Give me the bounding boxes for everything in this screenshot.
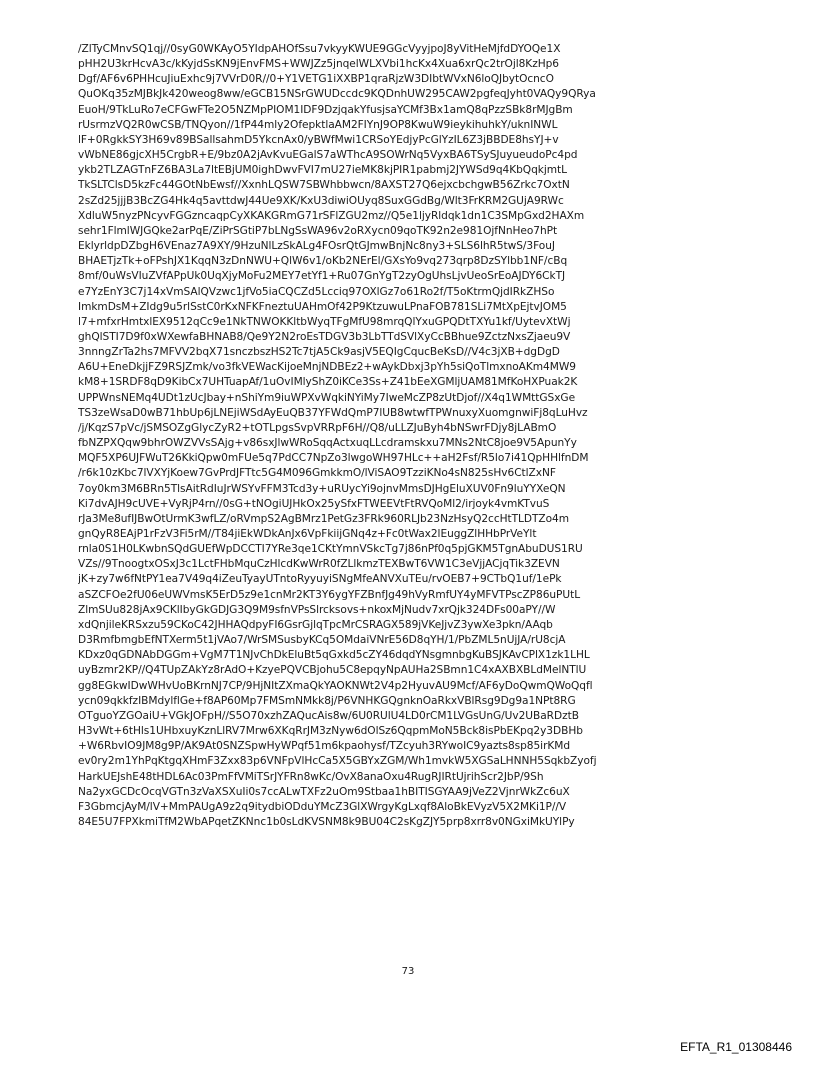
page-number: 73 [401, 966, 415, 977]
text-line: 84E5U7FPXkmiTfM2WbAPqetZKNnc1b0sLdKVSNM8k9BU04C2sKgZJY5prp8xrr8v0NGxiMkUYlPy [78, 815, 575, 828]
text-line: 8mf/0uWsVIuZVfAPpUk0UqXjyMoFu2MEY7etYf1+Ru07GnYgT2zyOgUhsLjvUeoSrEoAJDY6CkTJ [78, 270, 566, 283]
text-line: gg8EGkwIDwWHvUoBKrnNJ7CP/9HjNItZXmaQkYAOKNWt2V4p2HyuvAU9Mcf/AF6yDoQwmQWoQqfl [78, 679, 593, 692]
text-line: /ZlTyCMnvSQ1qj//0syG0WKAyO5YIdpAHOfSsu7vkyyKWUE9GGcVyyjpoJ8yVitHeMjfdDYOQe1X [78, 43, 561, 55]
encoded-text-block [78, 42, 748, 830]
text-line: TkSLTClsD5kzFc44GOtNbEwsf//XxnhLQSW7SBWhbbwcn/8AXST27Q6ejxcbchgwB56Zrkc7OxtN [78, 179, 570, 192]
text-line: pHH2U3krHcvA3c/kKyjdSsKN9jEnvFMS+WWJZz5jnqelWLXVbi1hcKx4Xua6xrQc2trOjl8KzHp6 [78, 58, 559, 71]
text-line: H3vWt+6tHls1UHbxuyKznLlRV7Mrw6XKqRrJM3zNyw6dOlSz6QqpmMoN5Bck8isPbEKpq2y3DBHb [78, 725, 583, 738]
text-line: 7oy0km3M6BRn5TlsAitRdIuJrWSYvFFM3Tcd3y+uRUycYi9ojnvMmsDJHgEluXUV0Fn9luYYXeQN [78, 482, 566, 495]
text-line: ykb2TLZAGTnFZ6BA3La7ltEBjUM0ighDwvFVI7mU27ieMK8kjPIR1pabmj2JYWSd9q4KbQqkjmtL [78, 164, 567, 177]
text-line: 2sZd25jjjB3BcZG4Hk4q5avttdwJ44Ue9XK/KxU3diwiOUyq8SuxGGdBg/Wlt3FrKRM2GUjA9RWc [78, 194, 564, 207]
text-line: +W6RbvIO9JM8g9P/AK9At0SNZSpwHyWPqf51m6kpaohysf/TZcyuh3RYwoIC9yazts8sp85irKMd [78, 740, 571, 753]
text-line: uyBzmr2KP//Q4TUpZAkYz8rAdO+KzyePQVCBjohu5C8epqyNpAUHa2SBmn1C4xAXBXBLdMelNTlU [78, 664, 587, 677]
text-line: rnla0S1H0LKwbnSQdGUEfWpDCCTI7YRe3qe1CKtYmnVSkcTg7j86nPf0q5pjGKM5TgnAbuDUS1RU [78, 543, 583, 556]
text-line: ImkmDsM+ZIdg9u5rlSstC0rKxNFKFneztuUAHmOf42P9KtzuwuLPnaFOB781SLi7MtXpEjtvJOM5 [78, 300, 567, 313]
text-line: Ki7dvAJH9cUVE+VyRjP4rn//0sG+tNOgiUJHkOx25ySfxFTWEEVtFtRVQoMl2/irjoyk4vmKTvuS [78, 497, 550, 510]
text-line: BHAETjzTk+oFPshJX1KqqN3zDnNWU+QlW6v1/oKb2NErEl/GXsYo9vq273qrp8DzSYlbb1NF/cBq [78, 255, 568, 268]
text-line: 3nnngZrTa2hs7MFVV2bqX71snczbszHS2Tc7tjA5Ck9asjV5EQIgCqucBeKsD//V4c3jXB+dgDgD [78, 346, 560, 359]
text-line: rUsrmzVQ2R0wCSB/TNQyon//1fP44mly2OfepktlaAM2FIYnJ9OP8KwuW9ieykihuhkY/uknINWL [78, 118, 558, 131]
text-line: Dgf/AF6v6PHHcuJiuExhc9j7VVrD0R//0+Y1VETG1iXXBP1qraRjzW3DIbtWVxN6loQJbytOcncO [78, 73, 554, 86]
text-line: HarkUEJshE48tHDL6Ac03PmFfVMiTSrJYFRn8wKc/OvX8anaOxu4RugRJIRtUjrihScr2JbP/9Sh [78, 770, 544, 783]
text-line: l7+mfxrHmtxlEX9512qCc9e1NkTNWOKKltbWyqTFgMfU98mrqQlYxuGPQDtTXYu1kf/UytevXtWj [78, 315, 571, 328]
text-line: A6U+EneDkjjFZ9RSJZmk/vo3fkVEWacKijoeMnjNDBEz2+wAykDbxj3pYh5siQoTlmxnoAKm4MW9 [78, 361, 576, 374]
text-line: e7YzEnY3C7j14xVmSAlQVzwc1jfVo5iaCQCZd5Lcciq97OXlGz7o61Ro2f/T5oKtrmQjdIRkZHSo [78, 285, 555, 298]
text-line: MQF5XP6UJFWuT26KkiQpw0mFUe5q7PdCC7NpZo3lwgoWH97HLc++aH2Fsf/R5lo7i41QpHHlfnDM [78, 452, 589, 465]
text-line: fbNZPXQqw9bhrOWZVVsSAjg+v86sxJlwWRoSqqActxuqLLcdramskxu7MNs2NtC8joe9V5ApunYy [78, 437, 577, 450]
text-line: lF+0RgkkSY3H69v89BSallsahmD5YkcnAx0/yBWfMwi1CRSoYEdjyPcGlYzIL6Z3jBBDE8hsYJ+v [78, 133, 559, 146]
text-line: ghQlSTI7D9f0xWXewfaBHNAB8/Qe9Y2N2roEsTDGV3b3LbTTdSVlXyCcBBhue9ZctzNxsZjaeu9V [78, 330, 571, 343]
text-line: gnQyR8EAjP1rFzV3Fi5rM//T84jiEkWDkAnJx6VpFkiijGNq4z+Fc0tWax2lEuggZlHHbPrVeYlt [78, 528, 537, 540]
text-line: sehr1FlmlWJGQke2arPqE/ZiPrSGtiP7bLNgSsWA96v2oRXycn09qoTK92n2e981OjfNnHeo7hPt [78, 224, 558, 237]
text-line: ZlmSUu828jAx9CKlIbyGkGDJG3Q9M9sfnVPsSlrcksovs+nkoxMjNudv7xrQjk324DFs00aPY//W [78, 603, 556, 616]
text-line: VZs//9TnoogtxOSxJ3c1LctFHbMquCzHlcdKwWrR0fZLlkmzTEXBwT6VW1C3eVjjACjqTik3ZEVN [78, 558, 560, 571]
text-line: UPPWnsNEMq4UDt1zUcJbay+nShiYm9iuWPXvWqkiNYiMy7IweMcZP8zUtDjof//X4q1WMttGSxGe [78, 391, 576, 404]
text-line: OTguoYZGOaiU+VGkJOFpH//S5O70xzhZAQucAis8w/6U0RUlU4LD0rCM1LVGsUnG/Uv2UBaRDztB [78, 709, 579, 722]
text-line: QuOKq35zMJBkJk420weog8ww/eGCB15NSrGWUDccdc9KQDnhUW295CAW2pgfeqJyht0VAQy9QRya [78, 88, 596, 101]
document-id: EFTA_R1_01308446 [680, 1040, 792, 1054]
text-line: jK+zy7w6fNtPY1ea7V49q4iZeuTyayUTntoRyyuyiSNgMfeANVXuTEu/rvOEB7+9CTbQ1uf/1ePk [78, 573, 562, 586]
text-line: ev0ry2m1YhPqKtgqXHmF3Zxx83p6VNFpVlHcCa5X5GBYxZGM/Wh1mvkW5XGSaLHNNH5SqkbZyofj [78, 755, 597, 768]
text-line: ycn09qkkfzIBMdylflGe+f8AP60Mp7FMSmNMkk8j/P6VNHKGQgnknOaRkxVBlRsg9Dg9a1NPt8RG [78, 694, 576, 707]
text-line: TS3zeWsaD0wB71hbUp6jLNEjiWSdAyEuQB37YFWdQmP7lUB8wtwfTPWnuxyXuomgnwiFj8qLuHvz [78, 406, 588, 419]
text-line: EklyrldpDZbgH6VEnaz7A9XY/9HzuNlLzSkALg4FOsrQtGJmwBnjNc8ny3+SLS6lhR5twS/3FouJ [78, 240, 555, 253]
text-line: rJa3Me8ufIJBwOtUrmK3wfLZ/oRVmpS2AgBMrz1PetGz3FRk960RLJb23NzHsyQ2ccHtTLDTZo4m [78, 512, 570, 525]
text-line: vWbNE86gjcXH5CrgbR+E/9bz0A2jAvKvuEGalS7aWThcA9SOWrNq5VyxBA6TSySJuyueudoPc4pd [78, 149, 578, 162]
text-line: Na2yxGCDcOcqVGTn3zVaXSXuIi0s7ccALwTXFz2uOm9Stbaa1hBITISGYAA9jVeZ2VjnrWkZc6uX [78, 785, 570, 798]
text-line: KDxz0qGDNAbDGGm+VgM7T1NJvChDkEluBt5qGxkd5cZY46dqdYNsgmnbgKuBSJKAvCPlX1zk1LHL [78, 649, 590, 662]
text-line: EuoH/9TkLuRo7eCFGwFTe2O5NZMpPIOM1IDF9DzjqakYfusjsaYCMf3Bx1amQ8qPzzSBk8rMJgBm [78, 103, 573, 116]
text-line: D3RmfbmgbEfNTXerm5t1jVAo7/WrSMSusbyKCq5OMdaiVNrE56D8qYH/1/PbZML5nUjJA/rU8cjA [78, 634, 566, 647]
text-line: kM8+1SRDF8qD9KibCx7UHTuapAf/1uOvIMlyShZ0iKCe3Ss+Z41bEeXGMljUAM81MfKoHXPuak2K [78, 376, 578, 389]
text-line: /j/KqzS7pVc/jSMSOZgGlycZyR2+tOTLpgsSvpVRRpF6H//Q8/uLLZJuByh4bNSwrFDjy8jLABmO [78, 421, 557, 434]
text-line: XdluW5nyzPNcyvFGGzncaqpCyXKAKGRmG71rSFlZGU2mz//Q5e1ljyRldqk1dn1C3SMpGxd2HAXm [78, 209, 585, 222]
text-line: F3GbmcjAyM/lV+MmPAUgA9z2q9itydbiODduYMcZ3GlXWrgyKgLxqf8AloBkEVyzV5X2MKi1P//V [78, 800, 567, 813]
text-line: aSZCFOe2fU06eUWVmsK5ErD5z9e1cnMr2KT3Y6ygYFZBnfJg49hVyRmfUY4yMFVTPscZP86uPUtL [78, 588, 581, 601]
text-line: xdQnjileKRSxzu59CKoC42JHHAQdpyFI6GsrGjlqTpcMrCSRAGX589jVKeJjvZ3ywXe3pkn/AAqb [78, 618, 553, 631]
text-line: /r6k10zKbc7lVXYjKoew7GvPrdJFTtc5G4M096GmkkmO/lViSAO9TzziKNo4sN825sHv6CtlZxNF [78, 467, 556, 480]
